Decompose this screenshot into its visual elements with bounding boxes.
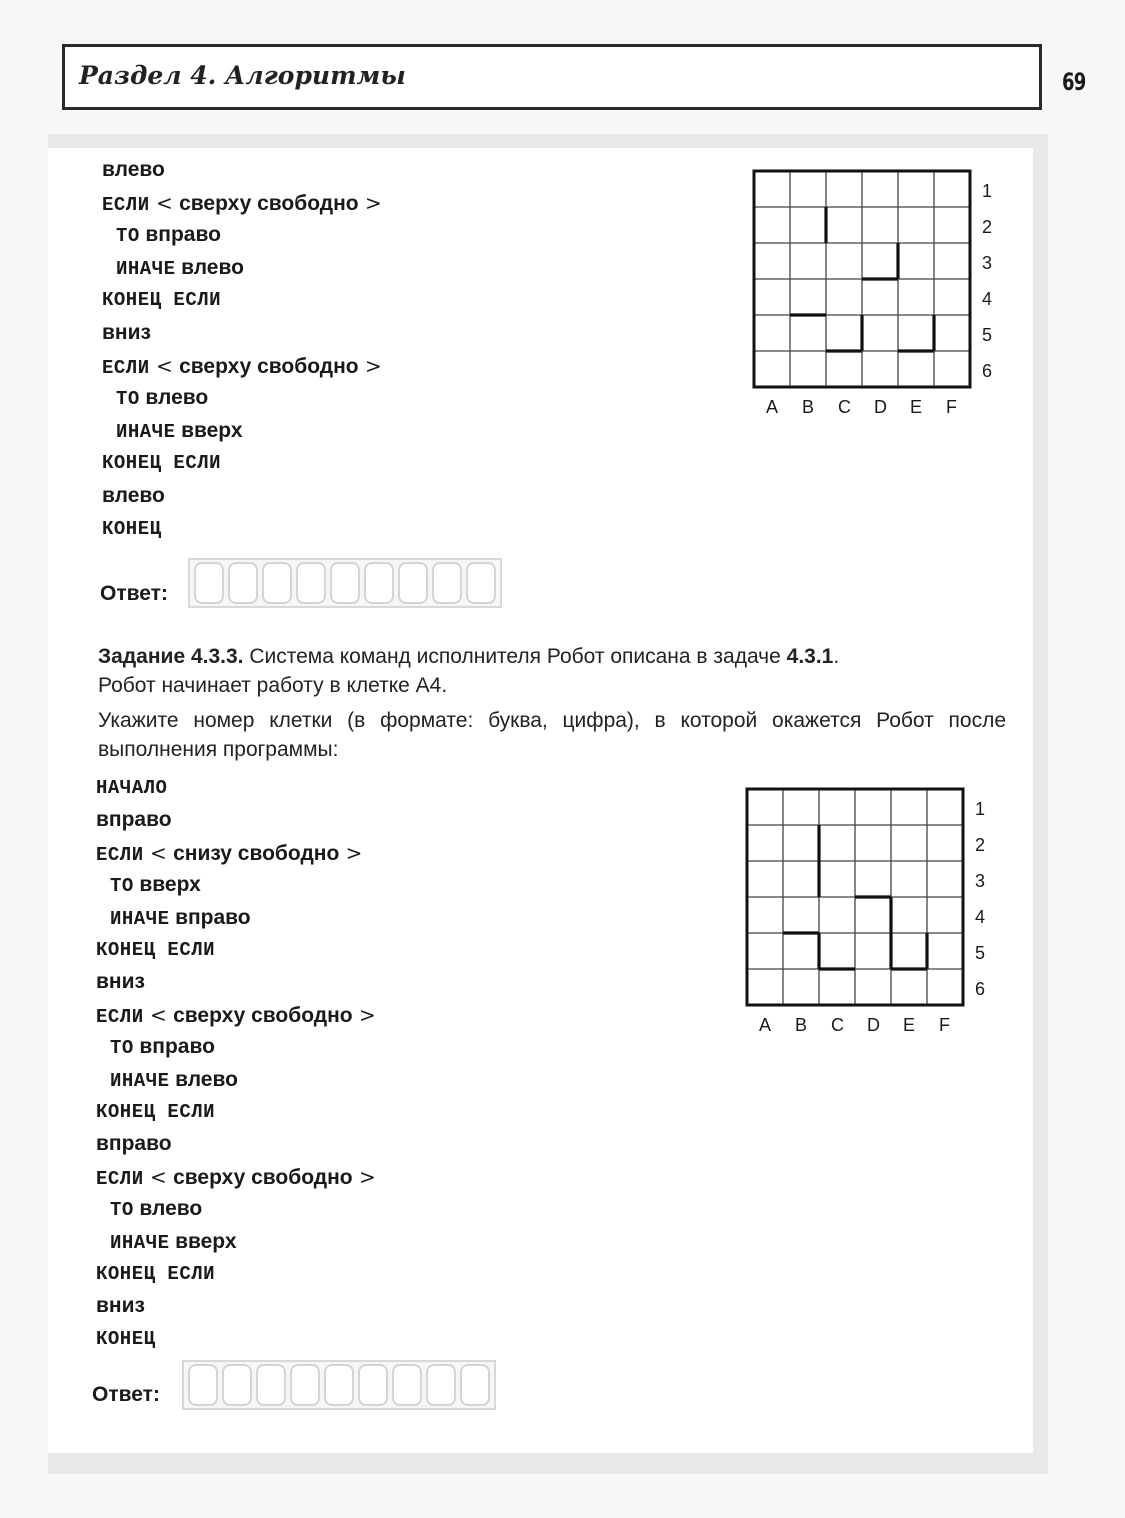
code-command: влево	[102, 484, 165, 507]
column-label: F	[946, 397, 957, 417]
code-line	[96, 970, 145, 994]
code-line	[110, 906, 251, 930]
code-command: влево	[145, 386, 209, 410]
answer-input-1[interactable]	[188, 558, 502, 608]
code-line	[110, 1230, 237, 1254]
task-title: Задание 4.3.3.	[98, 645, 244, 668]
code-line	[102, 158, 165, 182]
row-label: 1	[982, 181, 993, 201]
code-line	[96, 1100, 215, 1123]
code-command: вниз	[102, 321, 151, 344]
code-line	[102, 288, 221, 311]
answer-label-1: Ответ:	[100, 582, 168, 605]
code-line: ЕСЛИ < сверху свободно >	[96, 1164, 376, 1190]
code-keyword: ИНАЧЕ	[110, 1069, 170, 1092]
code-line	[116, 386, 208, 410]
code-line: ЕСЛИ < сверху свободно >	[102, 190, 382, 216]
robot-field-1	[754, 171, 993, 417]
code-keyword: КОНЕЦ ЕСЛИ	[96, 1263, 216, 1285]
task-text: Задание 4.3.3. Система команд исполнителя Робот описана в задаче 4.3.1. Робот начинает работу в клетке А4. Укажите номер клетки (в формате: буква, цифра), в которой окажется Робот после выполнения программы:	[98, 642, 1006, 764]
code-command: вверх	[175, 1229, 237, 1253]
code-line	[96, 1294, 145, 1318]
code-line: ЕСЛИ < сверху свободно >	[96, 1002, 376, 1028]
row-label: 6	[975, 979, 986, 999]
code-line	[96, 938, 215, 961]
code-command: вправо	[139, 1035, 215, 1059]
robot-field-2	[747, 789, 986, 1035]
code-condition: снизу свободно	[173, 841, 340, 865]
code-line	[116, 256, 244, 280]
task-reference: 4.3.1	[786, 645, 834, 668]
code-keyword: ИНАЧЕ	[110, 1231, 170, 1254]
code-condition: сверху свободно	[179, 191, 359, 215]
row-label: 3	[975, 871, 986, 891]
column-label: F	[939, 1015, 950, 1035]
row-label: 6	[982, 361, 993, 381]
code-line	[110, 1035, 215, 1059]
code-line	[110, 873, 201, 897]
code-keyword: КОНЕЦ ЕСЛИ	[96, 1101, 216, 1123]
column-label: B	[802, 397, 815, 417]
code-command: вниз	[96, 1294, 145, 1318]
row-label: 1	[975, 799, 986, 819]
code-command: вниз	[96, 970, 145, 994]
code-line	[110, 1068, 238, 1092]
code-command: влево	[139, 1197, 203, 1221]
task-question: Укажите номер клетки (в формате: буква, цифра), в которой окажется Робот после выполнения программы:	[98, 709, 1006, 761]
row-label: 4	[982, 289, 993, 309]
code-command: влево	[175, 1067, 238, 1091]
code-keyword: ТО	[116, 388, 140, 411]
column-label: D	[867, 1015, 880, 1035]
code-keyword: ТО	[110, 1199, 134, 1222]
code-line	[96, 1262, 215, 1285]
code-line	[116, 419, 243, 443]
code-keyword: ТО	[116, 225, 140, 248]
column-label: A	[759, 1015, 772, 1035]
column-label: C	[838, 397, 851, 417]
code-line	[102, 321, 151, 345]
code-line	[102, 517, 162, 540]
section-title: Раздел 4. Алгоритмы	[79, 61, 406, 90]
code-keyword: ЕСЛИ	[96, 843, 144, 866]
code-command: вверх	[139, 873, 201, 897]
code-line	[96, 1132, 172, 1156]
code-keyword: ТО	[110, 1037, 134, 1060]
code-keyword: ЕСЛИ	[102, 193, 150, 216]
column-label: E	[903, 1015, 916, 1035]
code-keyword: ИНАЧЕ	[116, 257, 176, 280]
code-line: ЕСЛИ < сверху свободно >	[102, 353, 382, 379]
section-header	[62, 44, 1042, 110]
code-line	[102, 451, 221, 474]
code-line	[96, 808, 172, 832]
answer-input-2[interactable]	[182, 1360, 496, 1410]
code-command: влево	[181, 255, 244, 279]
code-command: вправо	[96, 1132, 172, 1156]
code-keyword: ИНАЧЕ	[110, 907, 170, 930]
code-command: вправо	[96, 808, 172, 832]
grid-svg	[747, 789, 963, 1005]
row-label: 2	[975, 835, 986, 855]
column-label: B	[795, 1015, 808, 1035]
code-condition: сверху свободно	[173, 1165, 353, 1189]
code-condition: сверху свободно	[179, 354, 359, 378]
code-keyword: ЕСЛИ	[96, 1167, 144, 1190]
code-keyword: КОНЕЦ ЕСЛИ	[102, 289, 222, 312]
grid-svg	[754, 171, 970, 387]
code-keyword: КОНЕЦ ЕСЛИ	[96, 939, 216, 961]
code-line	[110, 1197, 202, 1221]
row-label: 2	[982, 217, 993, 237]
answer-label-2: Ответ:	[92, 1383, 160, 1406]
code-keyword: КОНЕЦ	[102, 517, 162, 540]
code-command: вправо	[145, 223, 221, 247]
task-start-cell: Робот начинает работу в клетке А4.	[98, 674, 448, 697]
code-command: вверх	[181, 418, 243, 442]
code-command: влево	[102, 158, 165, 181]
column-label: A	[766, 397, 779, 417]
code-line	[96, 1327, 156, 1350]
row-label: 4	[975, 907, 986, 927]
code-keyword: ТО	[110, 875, 134, 898]
code-keyword: КОНЕЦ ЕСЛИ	[102, 452, 222, 475]
column-label: E	[910, 397, 923, 417]
code-line	[102, 484, 165, 508]
code-keyword: ЕСЛИ	[96, 1005, 144, 1028]
column-label: C	[831, 1015, 844, 1035]
row-label: 5	[982, 325, 993, 345]
code-condition: сверху свободно	[173, 1003, 353, 1027]
page-number: 69	[1062, 68, 1086, 96]
row-label: 5	[975, 943, 986, 963]
code-line: ЕСЛИ < снизу свободно >	[96, 840, 363, 866]
code-keyword: ИНАЧЕ	[116, 420, 176, 443]
code-keyword: ЕСЛИ	[102, 356, 150, 379]
code-line	[96, 776, 167, 799]
code-keyword: КОНЕЦ	[96, 1327, 156, 1350]
code-line	[116, 223, 221, 247]
row-label: 3	[982, 253, 993, 273]
code-keyword: НАЧАЛО	[96, 777, 168, 799]
code-command: вправо	[175, 905, 251, 929]
column-label: D	[874, 397, 887, 417]
